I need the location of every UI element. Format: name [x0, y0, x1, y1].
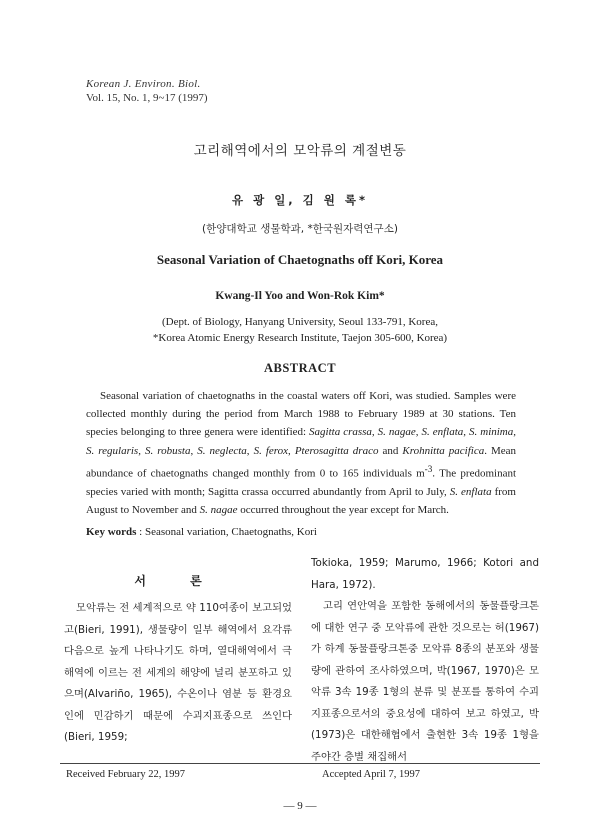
body-paragraph: 모악류는 전 세계적으로 약 110여종이 보고되었고(Bieri, 1991), 생물량이 일부 해역에서 요각류 다음으로 높게 나타나기도 하며, 열대해역에서 극해역에 이르는 전 세계의 해양에 널리 분포하고 있으며(Alvariño, 1965), 수온이나 염분 등 환경요인에 민감하기 때문에 수괴지표종으로 쓰인다(Bieri, 1959;: [64, 602, 292, 743]
species-name: S. neglecta: [197, 444, 247, 457]
species-name: S. enflata: [449, 485, 492, 498]
abstract-text: ,: [415, 426, 422, 439]
received-date: Received February 22, 1997: [66, 769, 185, 780]
korean-authors: 유 광 일, 김 원 록*: [231, 193, 369, 207]
keywords: [86, 526, 317, 538]
accepted-date: Accepted April 7, 1997: [322, 769, 420, 780]
species-name: S. robusta: [144, 444, 191, 457]
keywords-label: Key words: [86, 526, 137, 538]
species-name: S. minima: [469, 426, 514, 439]
abstract-text: Seasonal variation of chaetognaths in the coastal waters off Kori, was studied. Samples were collected monthly during the period from March 1988 to February 1989 at 30 stations. Ten species belonging to three genera were identified:: [86, 390, 516, 439]
abstract-text: ,: [463, 426, 470, 439]
korean-affiliation: (한양대학교 생물학과, *한국원자력연구소): [202, 223, 398, 235]
abstract-body: [86, 387, 516, 519]
abstract-text: occurred throughout the year except for March.: [237, 503, 449, 516]
english-affiliation: [0, 314, 600, 346]
abstract-text: ,: [138, 444, 145, 457]
abstract-paragraph: [86, 387, 516, 519]
species-name: S. ferox: [253, 444, 289, 457]
affiliation-line-2: *Korea Atomic Energy Research Institute, Taejon 305-600, Korea): [152, 332, 448, 344]
abstract-heading: ABSTRACT: [263, 361, 337, 375]
abstract-text: . The predominant species varied with month; Sagitta crassa occurred abundantly from April to July,: [86, 467, 517, 498]
abstract-text: and: [378, 444, 403, 457]
affiliation-line-1: (Dept. of Biology, Hanyang University, Seoul 133-791, Korea,: [162, 316, 438, 328]
abstract-text: ,: [246, 444, 254, 457]
species-name: S. regularis: [86, 444, 139, 457]
keywords-text: : Seasonal variation, Chaetognaths, Kori: [136, 526, 317, 538]
footer-divider: [60, 763, 540, 764]
species-name: Krohnitta pacifica: [402, 444, 485, 457]
species-name: Sagitta crassa, S. nagae: [309, 426, 416, 439]
abstract-text: ,: [190, 444, 198, 457]
journal-citation: [86, 77, 208, 105]
journal-volume: Vol. 15, No. 1, 9~17 (1997): [86, 92, 208, 104]
english-title: Seasonal Variation of Chaetognaths off Kori, Korea: [156, 252, 444, 267]
unit-exponent: -3: [424, 463, 433, 474]
body-paragraph: Tokioka, 1959; Marumo, 1966; Kotori and Hara, 1972).: [311, 557, 539, 591]
species-name: S. enflata: [421, 426, 464, 439]
abstract-text: ,: [513, 426, 516, 439]
body-paragraph: 고리 연안역을 포함한 동해에서의 동물플랑크톤에 대한 연구 중 모악류에 관한 것으로는 허(1967)가 하계 동물플랑크톤중 모악류 8종의 분포와 생물량에 관하여 조사하였으며, 박(1967, 1970)은 모악류 3속 19종 1형의 분류 및 분포를 통하여 수괴지표종으로서의 중요성에 대하여 보고 하였고, 박(1973)은 대한해협에서 출현한 3속 19종 1형을 주야간 층별 채집해서: [311, 600, 539, 763]
korean-title: 고리해역에서의 모악류의 계절변동: [193, 143, 407, 159]
species-name: S. nagae: [199, 503, 238, 516]
abstract-text: from August to November and: [86, 485, 516, 516]
abstract-text: . Mean abundance of chaetognaths changed monthly from 0 to 165 individuals m: [86, 444, 517, 480]
journal-name: Korean J. Environ. Biol.: [86, 78, 201, 90]
page-number: — 9 —: [283, 800, 317, 812]
english-authors: Kwang-Il Yoo and Won-Rok Kim*: [215, 290, 385, 302]
left-column: [64, 598, 292, 749]
section-heading-introduction: 서 론: [134, 574, 222, 588]
species-name: Pterosagitta draco: [294, 444, 379, 457]
abstract-text: ,: [288, 444, 295, 457]
right-column: [311, 553, 539, 768]
